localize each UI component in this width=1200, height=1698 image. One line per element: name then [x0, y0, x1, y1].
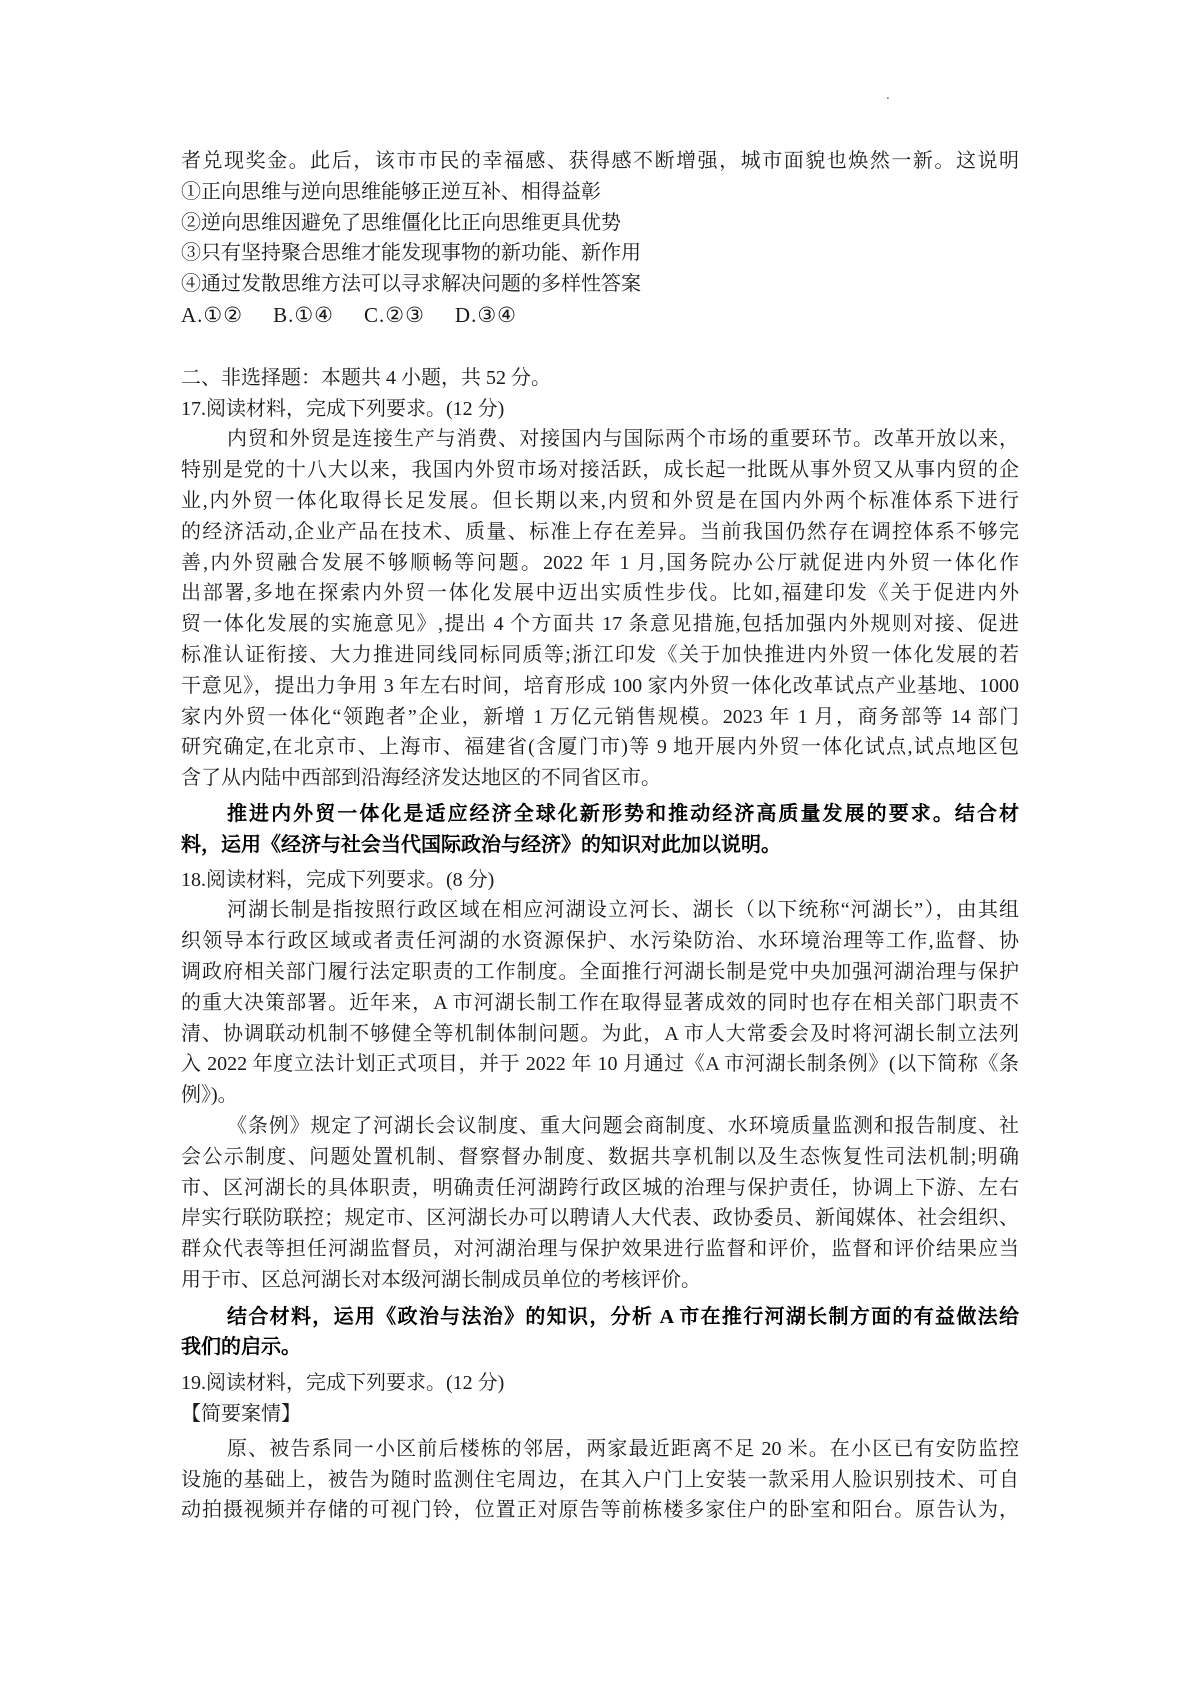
q16-option-2: ②逆向思维因避免了思维僵化比正向思维更具优势: [181, 211, 621, 234]
q18-material-line: 清、协调联动机制不够健全等机制体制问题。为此，A 市人大常委会及时将河湖长制立法列: [181, 1022, 1019, 1045]
q18-material-line: 市、区河湖长的具体职责，明确责任河湖跨行政区城的治理与保护责任，协调上下游、左右: [181, 1176, 1019, 1199]
q17-material-line: 贸一体化发展的实施意见》,提出 4 个方面共 17 条意见措施,包括加强内外规则对接、促进: [181, 613, 1019, 636]
q18-material-line: 入 2022 年度立法计划正式项目，并于 2022 年 10 月通过《A 市河湖长制条例》(以下简称《条: [181, 1053, 1019, 1076]
q19-material-line: 原、被告系同一小区前后楼栋的邻居，两家最近距离不足 20 米。在小区已有安防监控: [227, 1437, 1019, 1460]
choice-c: C.②③: [364, 302, 425, 327]
choice-d: D.③④: [454, 302, 517, 327]
q16-option-4: ④通过发散思维方法可以寻求解决问题的多样性答案: [181, 273, 641, 296]
q16-option-3: ③只有坚持聚合思维才能发现事物的新功能、新作用: [181, 242, 641, 265]
blank-line: [181, 332, 1019, 363]
stray-dot: .: [886, 87, 890, 103]
q16-answer-choices: [181, 300, 1019, 332]
q17-material-line: 善,内外贸融合发展不够顺畅等问题。2022 年 1 月,国务院办公厅就促进内外贸一体化作: [181, 551, 1019, 574]
q17-material-line: 含了从内陆中西部到沿海经济发达地区的不同省区市。: [181, 767, 661, 790]
q18-material-line: 织领导本行政区域或者责任河湖的水资源保护、水污染防治、水环境治理等工作,监督、协: [181, 930, 1019, 953]
q17-material-line: 业,内外贸一体化取得长足发展。但长期以来,内贸和外贸是在国内外两个标准体系下进行: [181, 489, 1019, 512]
q18-task-line: 结合材料，运用《政治与法治》的知识，分析 A 市在推行河湖长制方面的有益做法给: [227, 1305, 1019, 1328]
document-body: [181, 146, 1019, 1526]
q18-material-line: 例》)。: [181, 1084, 238, 1107]
q18-material-line: 《条例》规定了河湖长会议制度、重大问题会商制度、水环境质量监测和报告制度、社: [227, 1114, 1019, 1137]
q17-header: 17.阅读材料，完成下列要求。(12 分): [181, 397, 505, 420]
q18-material-line: 河湖长制是指按照行政区域在相应河湖设立河长、湖长（以下统称“河湖长”），由其组: [227, 899, 1019, 922]
q18-task-line: 我们的启示。: [181, 1336, 301, 1359]
q19-header: 19.阅读材料，完成下列要求。(12 分): [181, 1372, 505, 1395]
q17-material-line: 干意见》，提出力争用 3 年左右时间，培育形成 100 家内外贸一体化改革试点产业基地、1000: [181, 674, 1019, 697]
q17-task-line: 推进内外贸一体化是适应经济全球化新形势和推动经济高质量发展的要求。结合材: [227, 802, 1019, 825]
q17-material-line: 标准认证衔接、大力推进同线同标同质等;浙江印发《关于加快推进内外贸一体化发展的若: [181, 643, 1019, 666]
section2-header: 二、非选择题：本题共 4 小题，共 52 分。: [181, 366, 551, 389]
q18-material-line: 调政府相关部门履行法定职责的工作制度。全面推行河湖长制是党中央加强河湖治理与保护: [181, 960, 1019, 983]
q18-material-line: 群众代表等担任河湖监督员，对河湖治理与保护效果进行监督和评价，监督和评价结果应当: [181, 1238, 1019, 1261]
q19-material-line: 设施的基础上，被告为随时监测住宅周边，在其入户门上安装一款采用人脸识别技术、可自: [181, 1468, 1019, 1491]
q17-material-line: 内贸和外贸是连接生产与消费、对接国内与国际两个市场的重要环节。改革开放以来，: [227, 428, 1019, 451]
q16-option-1: ①正向思维与逆向思维能够正逆互补、相得益彰: [181, 180, 601, 203]
choice-b: B.①④: [273, 302, 334, 327]
q17-material-line: 的经济活动,企业产品在技术、质量、标准上存在差异。当前我国仍然存在调控体系不够完: [181, 520, 1019, 543]
q19-case-label: 【简要案情】: [181, 1403, 301, 1426]
q18-material-line: 会公示制度、问题处置机制、督察督办制度、数据共享机制以及生态恢复性司法机制;明确: [181, 1145, 1019, 1168]
q17-material-line: 特别是党的十八大以来，我国内外贸市场对接活跃，成长起一批既从事外贸又从事内贸的企: [181, 459, 1019, 482]
q17-task-line: 料，运用《经济与社会当代国际政治与经济》的知识对此加以说明。: [181, 833, 781, 856]
q18-material-line: 岸实行联防联控；规定市、区河湖长办可以聘请人大代表、政协委员、新闻媒体、社会组织、: [181, 1207, 1019, 1230]
q18-header: 18.阅读材料，完成下列要求。(8 分): [181, 868, 495, 891]
q17-material-line: 家内外贸一体化“领跑者”企业，新增 1 万亿元销售规模。2023 年 1 月，商务部等 14 部门: [181, 705, 1019, 728]
q16-stem-line: 者兑现奖金。此后，该市市民的幸福感、获得感不断增强，城市面貌也焕然一新。这说明: [181, 150, 1019, 172]
choice-a: A.①②: [181, 302, 244, 327]
q17-material-line: 研究确定,在北京市、上海市、福建省(含厦门市)等 9 地开展内外贸一体化试点,试点地区包: [181, 736, 1019, 759]
q18-material-line: 用于市、区总河湖长对本级河湖长制成员单位的考核评价。: [181, 1268, 701, 1291]
q18-material-line: 的重大决策部署。近年来，A 市河湖长制工作在取得显著成效的同时也存在相关部门职责不: [181, 991, 1019, 1014]
q17-material-line: 出部署,多地在探索内外贸一体化发展中迈出实质性步伐。比如,福建印发《关于促进内外: [181, 582, 1019, 605]
q19-material-line: 动拍摄视频并存储的可视门铃，位置正对原告等前栋楼多家住户的卧室和阳台。原告认为，: [181, 1499, 1019, 1522]
